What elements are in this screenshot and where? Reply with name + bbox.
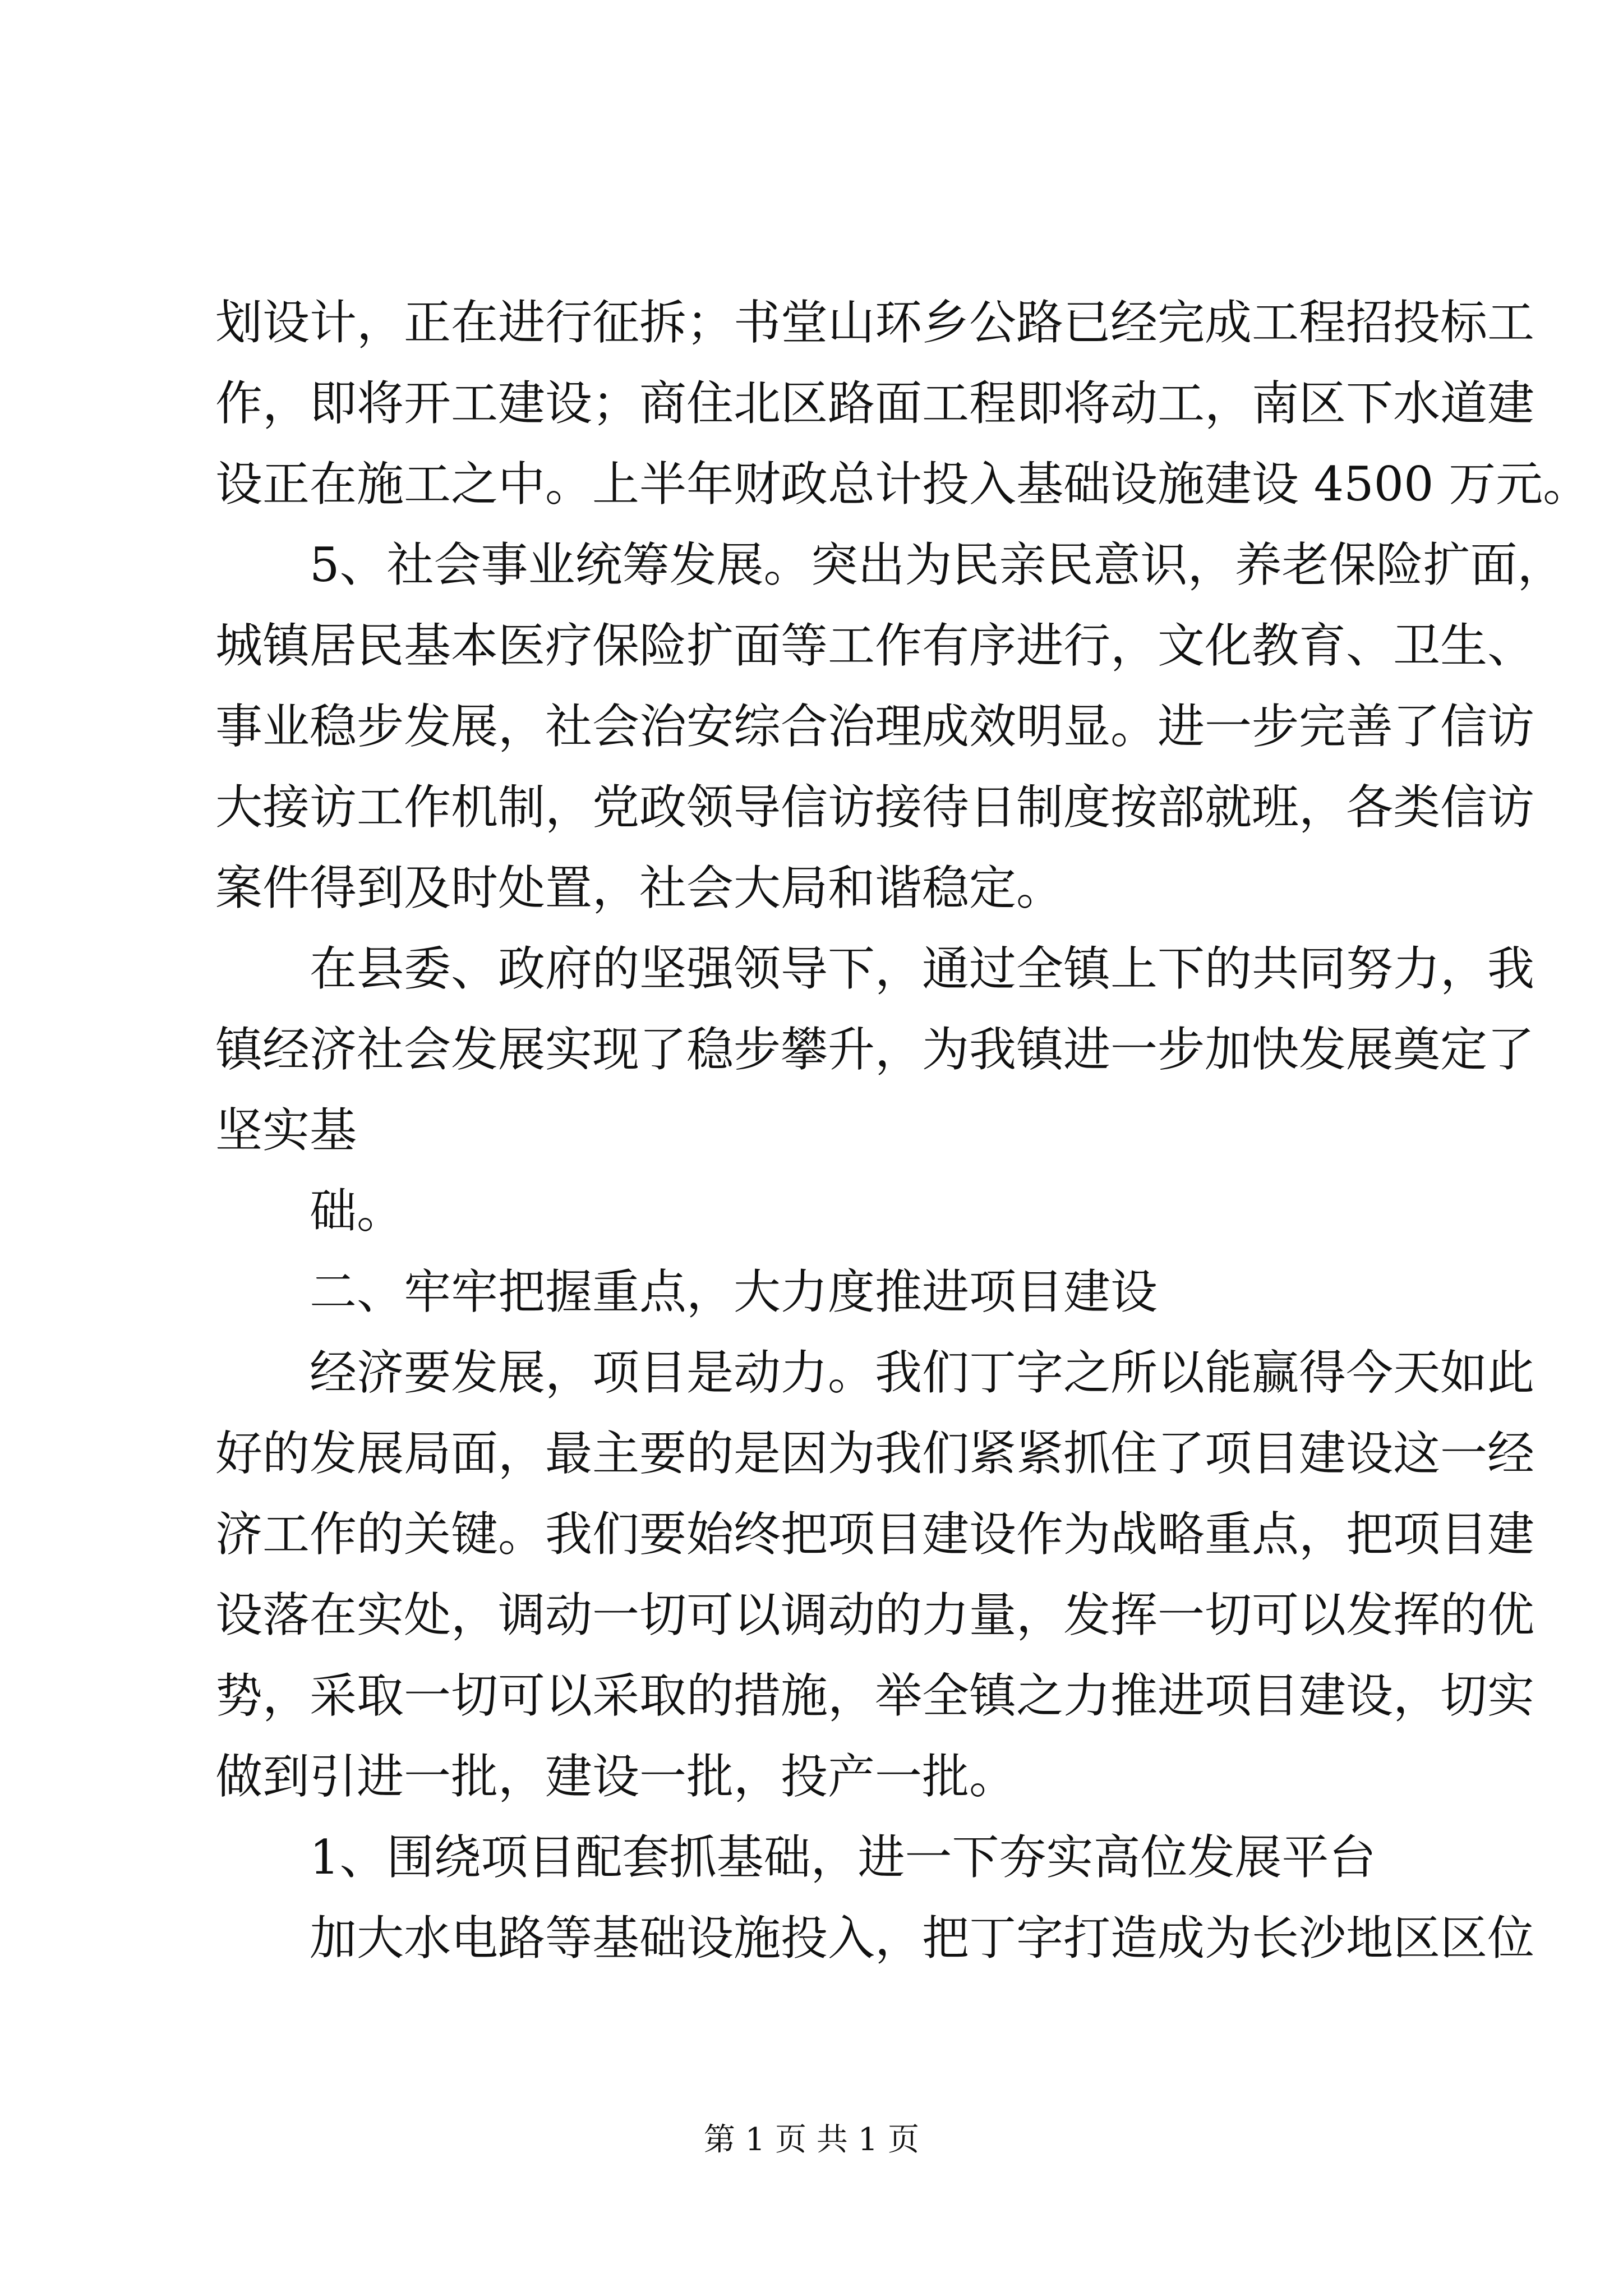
text-line: 城镇居民基本医疗保险扩面等工作有序进行，文化教育、卫生、 xyxy=(215,618,1535,673)
section-heading: 二、牢牢把握重点，大力度推进项目建设 xyxy=(310,1264,1158,1319)
text-line: 济工作的关键。我们要始终把项目建设作为战略重点，把项目建 xyxy=(215,1507,1535,1562)
text-line: 设落在实处，调动一切可以调动的力量，发挥一切可以发挥的优 xyxy=(215,1588,1535,1642)
text-line: 案件得到及时处置，社会大局和谐稳定。 xyxy=(215,861,1064,915)
text-line: 划设计，正在进行征拆；书堂山环乡公路已经完成工程招投标工 xyxy=(215,295,1535,350)
page-footer: 第 1 页 共 1 页 xyxy=(703,2122,920,2158)
paragraph-start-line: 加大水电路等基础设施投入，把丁字打造成为长沙地区区位 xyxy=(310,1911,1535,1966)
text-line: 好的发展局面，最主要的是因为我们紧紧抓住了项目建设这一经 xyxy=(215,1426,1535,1481)
text-line: 坚实基 xyxy=(215,1103,357,1158)
text-line: 镇经济社会发展实现了稳步攀升，为我镇进一步加快发展奠定了 xyxy=(215,1022,1535,1077)
paragraph-start-line: 经济要发展，项目是动力。我们丁字之所以能赢得今天如此 xyxy=(310,1345,1535,1400)
paragraph-start-line: 础。 xyxy=(310,1184,404,1239)
subsection-heading: 1、围绕项目配套抓基础，进一下夯实高位发展平台 xyxy=(310,1830,1376,1885)
text-line: 做到引进一批，建设一批，投产一批。 xyxy=(215,1749,1017,1804)
text-line: 大接访工作机制，党政领导信访接待日制度按部就班，各类信访 xyxy=(215,780,1535,835)
text-line: 作，即将开工建设；商住北区路面工程即将动工，南区下水道建 xyxy=(215,376,1535,431)
text-line: 事业稳步发展，社会治安综合治理成效明显。进一步完善了信访 xyxy=(215,699,1535,754)
text-line: 势，采取一切可以采取的措施，举全镇之力推进项目建设，切实 xyxy=(215,1668,1535,1723)
text-line: 设正在施工之中。上半年财政总计投入基础设施建设 4500 万元。 xyxy=(215,457,1590,512)
paragraph-start-line: 5、社会事业统筹发展。突出为民亲民意识，养老保险扩面， xyxy=(310,537,1565,592)
paragraph-start-line: 在县委、政府的坚强领导下，通过全镇上下的共同努力，我 xyxy=(310,941,1535,996)
